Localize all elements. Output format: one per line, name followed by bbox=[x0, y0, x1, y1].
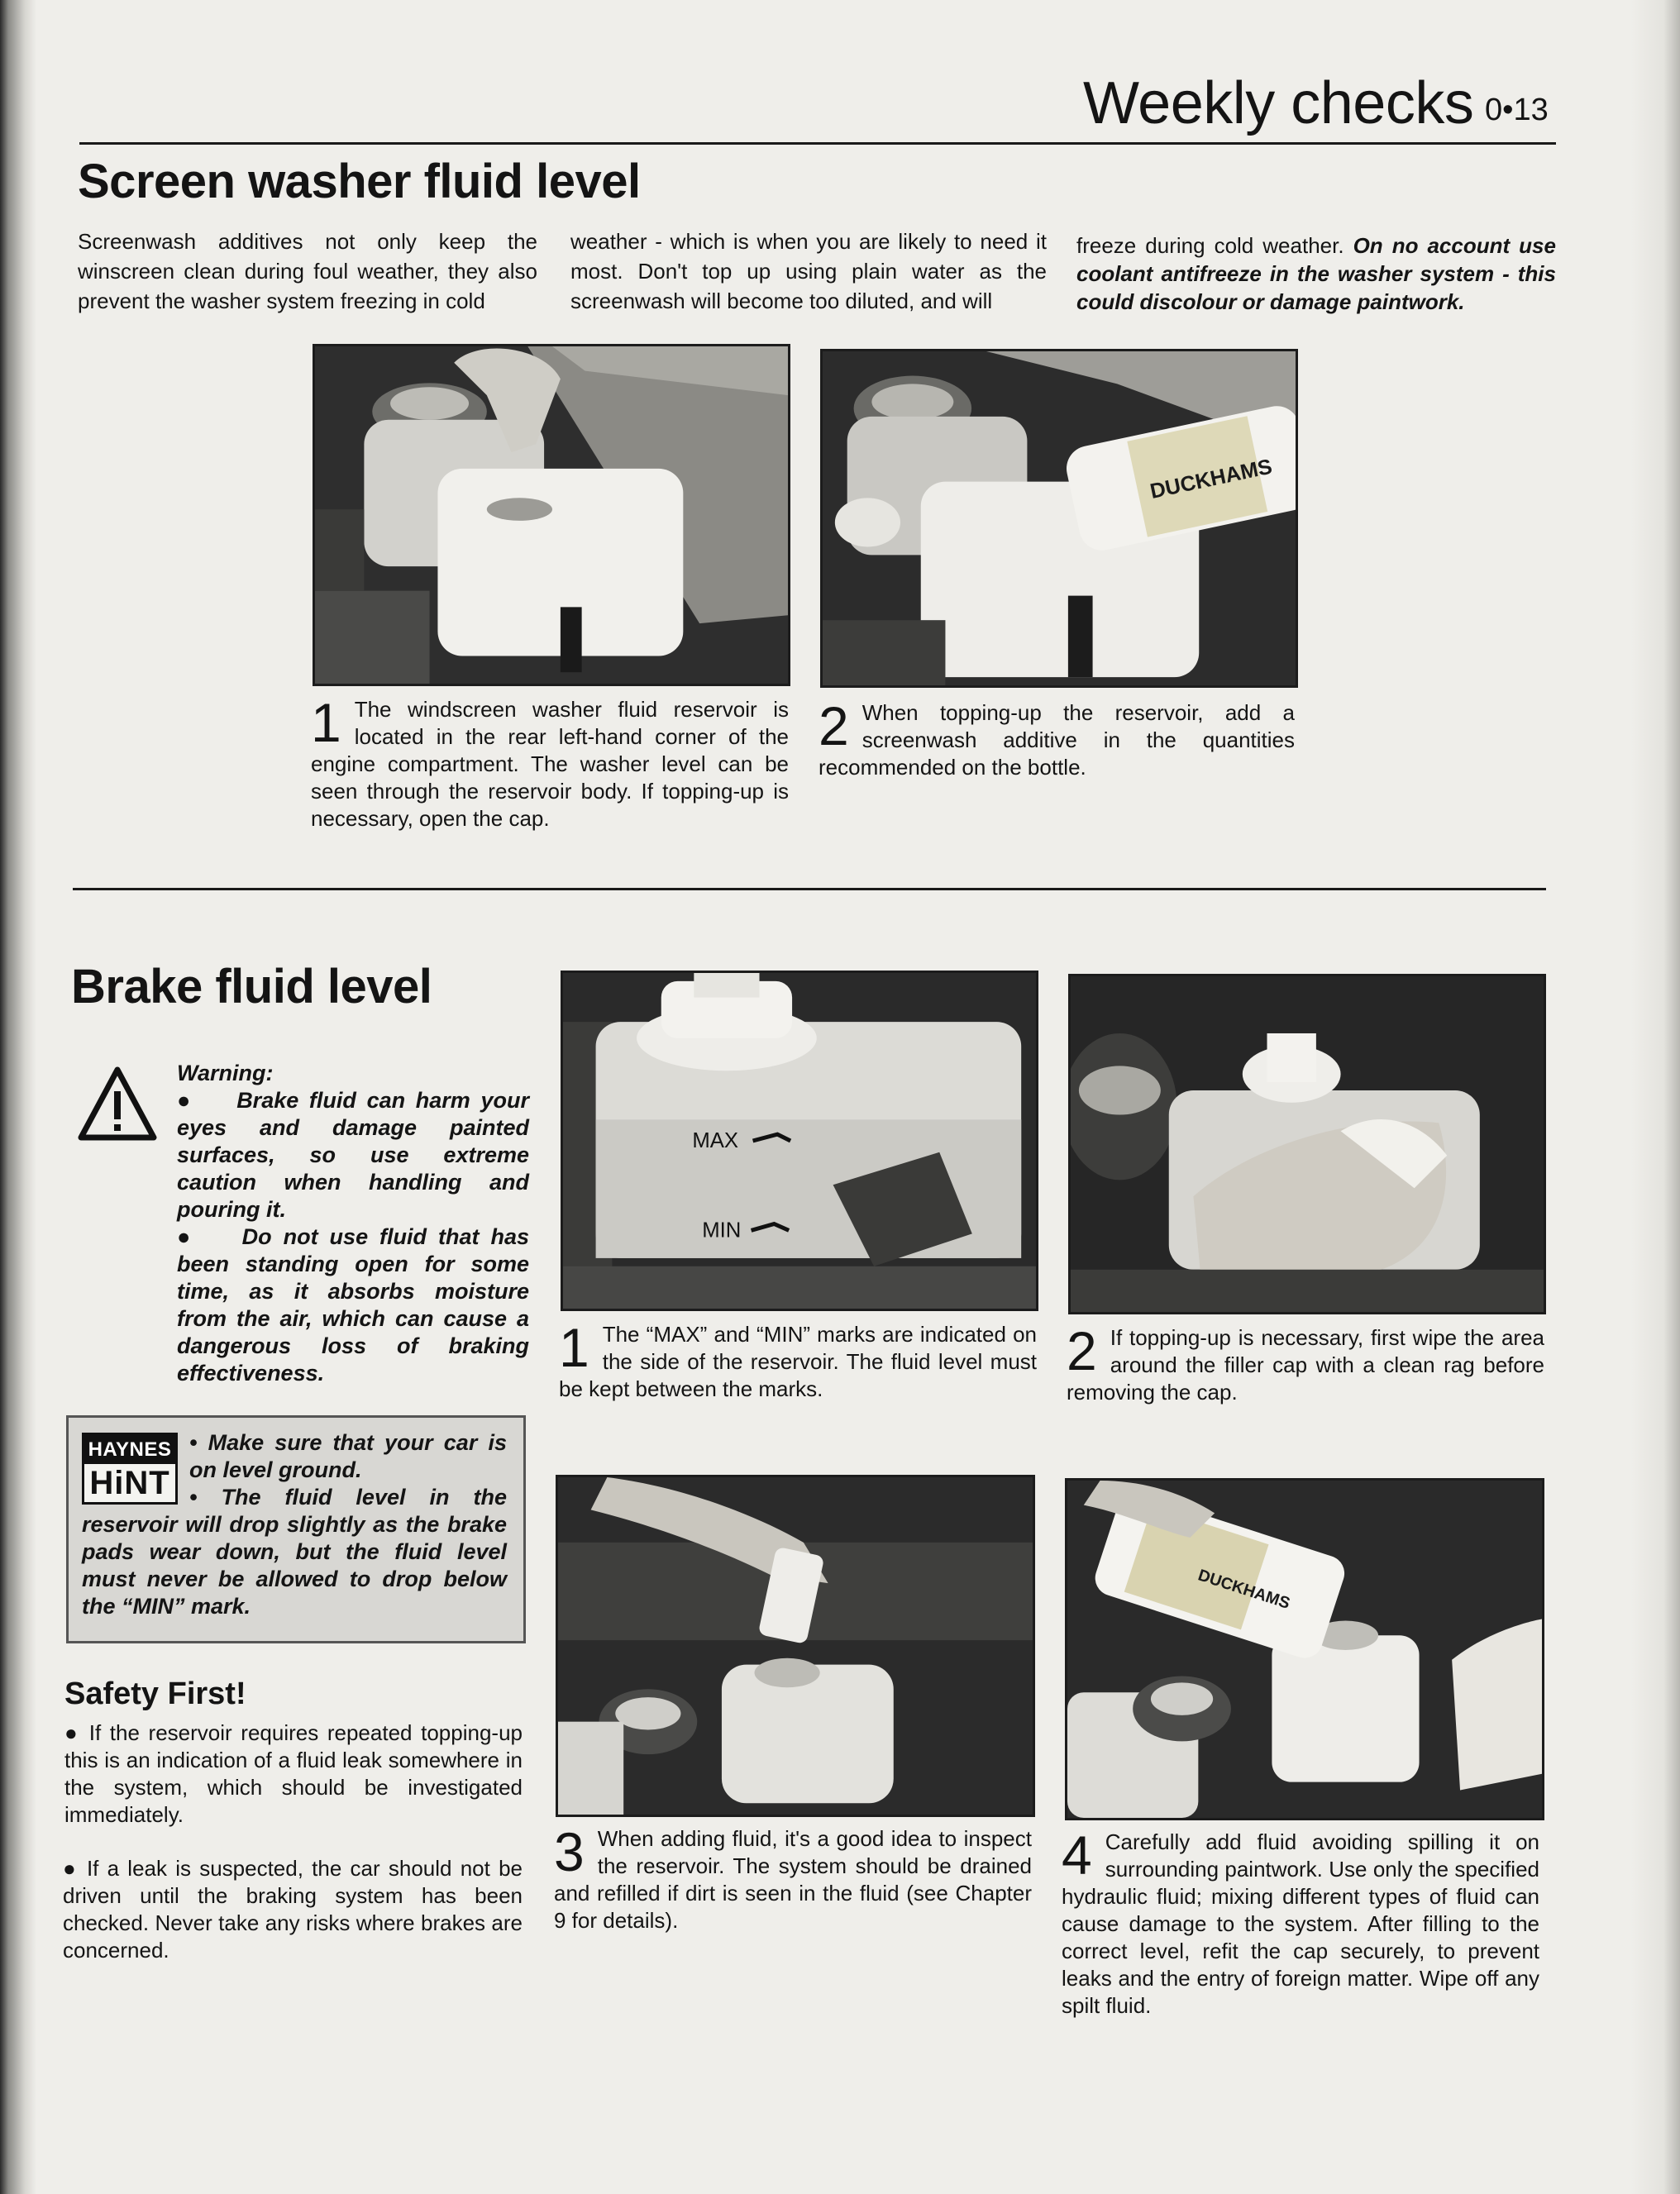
warning-item-2: ● Do not use fluid that has been standing open for some time, as it absorbs moisture from the air, which can cause a dangerous loss of braking effectiveness. bbox=[177, 1224, 529, 1386]
brake-warning bbox=[177, 1060, 529, 1387]
header-rule bbox=[79, 142, 1556, 145]
warning-heading: Warning: bbox=[177, 1061, 274, 1085]
washer-intro-col-2: weather - which is when you are likely to need it most. Don't top up using plain water as the screenwash will become too diluted, and will bbox=[570, 229, 1047, 313]
brake-step-2-number: 2 bbox=[1067, 1320, 1097, 1381]
brake-step-4-number: 4 bbox=[1062, 1824, 1092, 1886]
washer-step-1 bbox=[311, 692, 789, 832]
brake-step-2-text: If topping-up is necessary, first wipe the area around the filler cap with a clean rag before removing the cap. bbox=[1067, 1325, 1544, 1405]
brake-step-3-text: When adding fluid, it's a good idea to inspect the reservoir. The system should be drained and refilled if dirt is seen in the fluid (see Chapter 9 for details). bbox=[554, 1826, 1032, 1933]
safety-item-1-text: If the reservoir requires repeated topping-up this is an indication of a fluid leak somewhere in the system, which should be investigated immediately. bbox=[64, 1720, 523, 1827]
brake-photo-4 bbox=[1065, 1478, 1544, 1820]
washer-section-title: Screen washer fluid level bbox=[78, 155, 641, 208]
brake-photo-2 bbox=[1068, 974, 1546, 1314]
brake-step-1-number: 1 bbox=[559, 1317, 589, 1378]
min-mark-label: MIN bbox=[702, 1219, 742, 1242]
warning-item-1: ● Brake fluid can harm your eyes and damage painted surfaces, so use extreme caution when handling and pouring it. bbox=[177, 1088, 529, 1222]
brake-step-4-text: Carefully add fluid avoiding spilling it on surrounding paintwork. Use only the specified hydraulic fluid; mixing different types of fluid can cause damage to the system. After filling to the correct level, refit the cap securely, to prevent leaks and the entry of foreign matter. Wipe off any spilt fluid. bbox=[1062, 1829, 1539, 2018]
haynes-hint-badge bbox=[82, 1433, 178, 1505]
warning-triangle-icon bbox=[78, 1066, 157, 1141]
washer-photo-1 bbox=[313, 344, 790, 686]
brake-step-3-number: 3 bbox=[554, 1821, 585, 1882]
page-number: 0•13 bbox=[1485, 93, 1549, 127]
washer-step-2-number: 2 bbox=[819, 695, 849, 756]
washer-intro-col-1: Screenwash additives not only keep the winscreen clean during foul weather, they also prevent the washer system freezing in cold bbox=[78, 229, 537, 313]
washer-step-1-number: 1 bbox=[311, 692, 341, 753]
brake-photo-1 bbox=[561, 971, 1038, 1311]
hint-badge-bottom: HiNT bbox=[84, 1464, 175, 1502]
hint-badge-top: HAYNES bbox=[88, 1438, 172, 1461]
hint-item-1-text: Make sure that your car is on level ground. bbox=[189, 1430, 507, 1482]
brake-step-4 bbox=[1062, 1824, 1539, 2020]
safety-item-2-text: If a leak is suspected, the car should not be driven until the braking system has been checked. Never take any risks where brakes are concerned. bbox=[63, 1856, 523, 1963]
page-header-title: Weekly checks bbox=[1083, 70, 1474, 136]
page-binding-shadow bbox=[0, 0, 36, 2194]
max-mark-label: MAX bbox=[692, 1128, 739, 1152]
section-divider bbox=[73, 888, 1546, 890]
safety-item-1: ● If the reservoir requires repeated topping-up this is an indication of a fluid leak somewhere in the system, which should be investigated immediately. bbox=[64, 1720, 523, 1827]
washer-step-1-text: The windscreen washer fluid reservoir is located in the rear left-hand corner of the engine compartment. The washer level can be seen through the reservoir body. If topping-up is necessary, open the cap. bbox=[311, 697, 789, 831]
brake-photo-3 bbox=[556, 1475, 1035, 1817]
washer-step-2 bbox=[819, 695, 1295, 781]
hint-item-2: • The fluid level in the reservoir will drop slightly as the brake pads wear down, but the fluid level must never be allowed to drop below the “MIN” mark. bbox=[82, 1485, 507, 1619]
washer-step-2-text: When topping-up the reservoir, add a screenwash additive in the quantities recommended on the bottle. bbox=[819, 700, 1295, 780]
hint-item-2-text: The fluid level in the reservoir will drop slightly as the brake pads wear down, but the fluid level must never be allowed to drop below the “MIN” mark. bbox=[82, 1485, 507, 1619]
brake-step-1 bbox=[559, 1317, 1037, 1403]
washer-intro-col-3 bbox=[1076, 231, 1556, 316]
warning-item-2-text: Do not use fluid that has been standing open for some time, as it absorbs moisture from the air, which can cause a dangerous loss of braking effectiveness. bbox=[177, 1224, 529, 1386]
brake-step-3 bbox=[554, 1821, 1032, 1934]
haynes-hint-box bbox=[66, 1415, 526, 1643]
washer-photo-2 bbox=[820, 349, 1298, 688]
warning-item-1-text: Brake fluid can harm your eyes and damage painted surfaces, so use extreme caution when handling and pouring it. bbox=[177, 1088, 529, 1222]
washer-intro-warning: On no account use coolant antifreeze in the washer system - this could discolour or damage paintwork. bbox=[1076, 233, 1556, 314]
washer-bottle-label: DUCKHAMS bbox=[1148, 455, 1275, 503]
brake-section-title: Brake fluid level bbox=[71, 960, 432, 1014]
washer-intro-text: freeze during cold weather. bbox=[1076, 233, 1344, 258]
brake-bottle-label: DUCKHAMS bbox=[1196, 1566, 1292, 1613]
hint-item-1: • Make sure that your car is on level ground. bbox=[189, 1430, 507, 1482]
safety-first-title: Safety First! bbox=[64, 1677, 246, 1711]
brake-step-1-text: The “MAX” and “MIN” marks are indicated on the side of the reservoir. The fluid level must be kept between the marks. bbox=[559, 1322, 1037, 1401]
brake-step-2 bbox=[1067, 1320, 1544, 1406]
page-edge-shadow bbox=[1630, 0, 1680, 2194]
safety-item-2: ● If a leak is suspected, the car should not be driven until the braking system has been checked. Never take any risks where brakes are concerned. bbox=[63, 1856, 523, 1963]
